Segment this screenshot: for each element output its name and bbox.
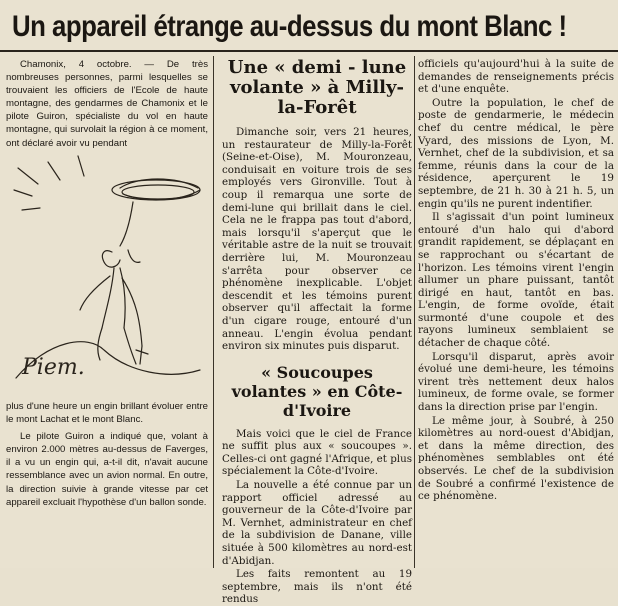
column-1-bottom xyxy=(6,400,208,509)
col3-paragraph-5: Le même jour, à Soubré, à 250 kilomètres au nord-ouest d'Abidjan, et dans la même direction, des phénomènes semblables ont été observés. Le chef de la subdivision de Soubré a confirmé l'existence de ce phénomène. xyxy=(418,414,614,503)
section-heading-cote-divoire: « Soucoupes volantes » en Côte-d'Ivoire xyxy=(231,362,403,420)
col2-paragraph-1: Dimanche soir, vers 21 heures, un restaurateur de Milly-la-Forêt (Seine-et-Oise), M. Mouronzeau, conduisait en voiture trois de ses employés vers Gironville. Tout à coup il remarqua une sorte de demi-lune qui brillait dans le ciel. Cela ne le frappa pas tout d'abord, mais lorsqu'il s'aperçut que le véritable astre de la nuit se trouvait derrière lui, M. Mouronzeau s'arrêta pour observer ce phénomène inexplicable. L'objet descendit et les témoins purent observer qu'il affectait la forme d'un cigare rouge, entouré d'un anneau. L'engin évolua pendant environ six minutes puis disparut. xyxy=(222,126,412,353)
figure-with-halo-icon xyxy=(8,150,208,382)
col2-paragraph-4: Les faits remontent au 19 septembre, mais ils n'ont été rendus xyxy=(222,568,412,606)
col1-top-paragraph: Chamonix, 4 octobre. — De très nombreuses personnes, parmi lesquelles se trouvaient les officiers de l'Ecole de haute montagne, des gendarmes de Chamonix et le pilote Guiron, spécialiste du vol en haute montagne, qui survolait la région à ce moment, ont déclaré avoir vu pendant xyxy=(6,59,208,149)
column-2 xyxy=(222,58,412,606)
headline: Un appareil étrange au-dessus du mont Blanc ! xyxy=(12,10,567,43)
col3-paragraph-2: Outre la population, le chef de poste de gendarmerie, le médecin chef du centre médical, le père Vyard, des missions de Lyon, M. Vernhet, chef de la subdivision, et sa femme, réunis dans la cour de la résidence, aperçurent le 19 septembre, de 21 h. 30 à 21 h. 5, un engin qu'ils ne purent indentifier. xyxy=(418,96,614,210)
column-3 xyxy=(418,58,614,503)
col1-after-paragraph: plus d'une heure un engin brillant évoluer entre le mont Lachat et le mont Blanc. xyxy=(6,401,208,426)
col3-paragraph-3: Il s'agissait d'un point lumineux entouré d'un halo qui d'abord grandit rapidement, se déplaçant en se rapprochant ou s'écartant de l'horizon. Les témoins virent l'engin allumer un phare puissant, tantôt dirigé en haut, tantôt en bas. L'engin, de forme ovoïde, était surmonté d'une coupole et des rayons lumineux semblaient se détacher de chaque côté. xyxy=(418,211,614,350)
column-divider-1 xyxy=(213,56,214,568)
col3-paragraph-1: officiels qu'aujourd'hui à la suite de demandes de renseignements précis et d'une enquête. xyxy=(418,58,614,96)
illustration-sketch xyxy=(8,150,208,382)
illustration-signature: Piem. xyxy=(22,355,85,380)
headline-rule xyxy=(0,50,618,52)
section-heading-milly: Une « demi - lune volante » à Milly-la-Forêt xyxy=(227,57,407,118)
column-divider-2 xyxy=(414,56,415,568)
column-1-top xyxy=(6,58,208,150)
col2-paragraph-3: La nouvelle a été connue par un rapport officiel adressé au gouverneur de la Côte-d'Ivoire par M. Vernhet, administrateur en chef de la subdivision de Danane, ville située à 500 kilomètres au nord-est d'Abidjan. xyxy=(222,479,412,567)
col2-paragraph-2: Mais voici que le ciel de France ne suffit plus aux « soucoupes ». Celles-ci ont gagné l'Afrique, et plus spécialement la Côte-d'Ivoire. xyxy=(222,427,412,478)
col3-paragraph-4: Lorsqu'il disparut, après avoir évolué une demi-heure, les témoins virent très nettement deux halos lumineux, de forme ovale, se former dans la direction prise par l'engin. xyxy=(418,350,614,414)
col1-last-paragraph: Le pilote Guiron a indiqué que, volant à environ 2.000 mètres au-dessus de Faverges, il a vu un engin qui, a-t-il dit, n'avait aucune ressemblance avec un avion normal. En outre, la direction suivie à grande vitesse par cet appareil excluait l'hypothèse d'un ballon sonde. xyxy=(6,431,208,508)
